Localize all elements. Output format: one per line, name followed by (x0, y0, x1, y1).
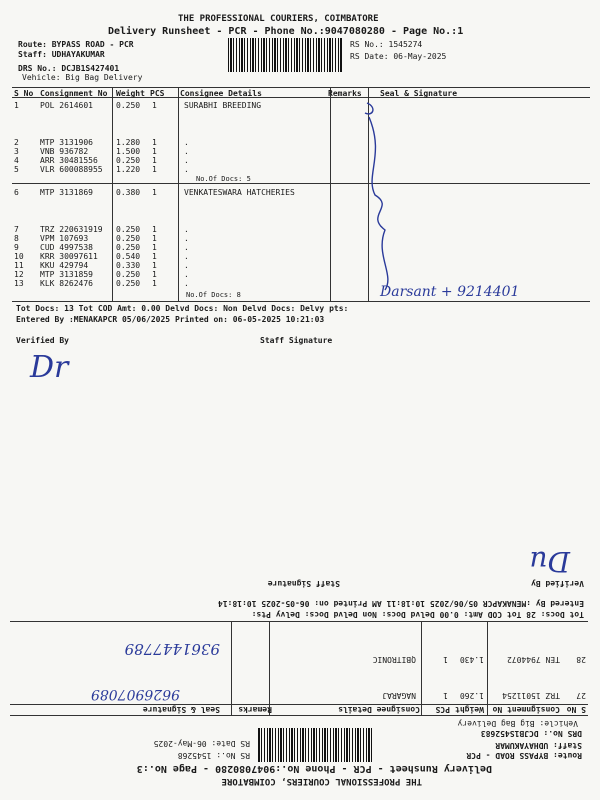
col-divider (269, 622, 270, 716)
staff-signature-label: Staff Signature (267, 579, 340, 588)
cell-weight: 0.250 (116, 234, 141, 243)
cell-pcs: 1 (443, 655, 448, 664)
cell-weight: 0.250 (116, 270, 141, 279)
cell-pcs: 1 (152, 138, 157, 147)
rs-number: RS No.: 1545268 (177, 751, 250, 760)
route-label: Route: BYPASS ROAD - PCR (18, 40, 134, 49)
rs-date: RS Date: 06-May-2025 (350, 52, 447, 61)
cell-details: . (184, 252, 189, 261)
cell-consignment: TRZ 15011254 (502, 691, 560, 700)
runsheet-title: Delivery Runsheet - PCR - Phone No.:9047080280 - Page No.:3 (136, 763, 492, 774)
cell-pcs: 1 (152, 165, 157, 174)
vehicle-label: Vehicle: Big Bag Delivery (22, 73, 143, 82)
cell-pcs: 1 (152, 101, 157, 110)
cell-consignment: TRZ 220631919 (40, 225, 103, 234)
barcode (228, 38, 343, 72)
runsheet-title: Delivery Runsheet - PCR - Phone No.:9047080280 - Page No.:1 (108, 26, 464, 37)
totals-line: Tot Docs: 28 Tot COD Amt: 0.00 Delvd Docs: Non Delvd Docs: Delvy Pts: (251, 610, 584, 619)
cell-weight: 0.250 (116, 101, 141, 110)
cell-details: . (184, 165, 189, 174)
verifier-initials: Dr (30, 350, 69, 385)
barcode (257, 728, 372, 762)
col-divider (112, 87, 113, 301)
totals-line: Tot Docs: 13 Tot COD Amt: 0.00 Delvd Docs: Non Delvd Docs: Delvy pts: (16, 304, 349, 313)
cell-details: . (184, 243, 189, 252)
staff-label: Staff: UDHAYAKUMAR (495, 741, 582, 750)
cell-sno: 13 (14, 279, 24, 288)
cell-details: QBITRONIC (372, 655, 416, 664)
cell-sno: 6 (14, 188, 19, 197)
staff-label: Staff: UDHAYAKUMAR (18, 50, 105, 59)
col-divider (421, 622, 422, 716)
col-divider (330, 87, 331, 301)
cell-details: . (184, 234, 189, 243)
signature-scribble (355, 95, 415, 295)
cell-consignment: MTP 3131906 (40, 138, 93, 147)
signature-text: Darsant + 9214401 (380, 284, 520, 300)
cell-pcs: 1 (152, 156, 157, 165)
cell-pcs: 1 (152, 279, 157, 288)
cell-details: . (184, 225, 189, 234)
cell-details: NAGARAJ (382, 691, 416, 700)
handwritten-phone: 9626907089 (90, 686, 180, 702)
header-remarks: Remarks (328, 89, 362, 98)
verified-by-label: Verified By (531, 579, 584, 588)
cell-consignment: VNB 936782 (40, 147, 89, 156)
staff-signature-label: Staff Signature (260, 336, 333, 345)
rs-number: RS No.: 1545274 (350, 40, 423, 49)
cell-sno: 9 (14, 243, 19, 252)
cell-weight: 0.540 (116, 252, 141, 261)
cell-weight: 0.250 (116, 243, 141, 252)
table-bottom-border (12, 301, 590, 302)
header-weight: Weight (455, 705, 484, 714)
cell-sno: 12 (14, 270, 24, 279)
header-seal: Seal & Signature (142, 705, 220, 714)
cell-consignment: MTP 3131859 (40, 270, 93, 279)
cell-consignment: VLR 600088955 (40, 165, 103, 174)
cell-pcs: 1 (152, 234, 157, 243)
header-details: Consignee Details (180, 89, 262, 98)
drs-number: DRS No.: DCJB1S427401 (18, 64, 120, 73)
col-divider (487, 622, 488, 716)
cell-details: . (184, 261, 189, 270)
header-pcs: PCS (150, 89, 165, 98)
cell-sno: 4 (14, 156, 19, 165)
cell-consignment: KRR 30097611 (40, 252, 98, 261)
docs-count: No.Of Docs: 8 (186, 291, 241, 299)
header-consignment: Consignment No (40, 89, 108, 98)
group-divider (12, 183, 590, 184)
cell-pcs: 1 (152, 243, 157, 252)
cell-sno: 10 (14, 252, 24, 261)
header-sno: S No (14, 89, 34, 98)
cell-weight: 0.250 (116, 156, 141, 165)
company-name: THE PROFESSIONAL COURIERS, COIMBATORE (178, 14, 379, 24)
cell-details: VENKATESWARA HATCHERIES (184, 188, 295, 197)
header-remarks: Remarks (238, 705, 272, 714)
cell-sno: 2 (14, 138, 19, 147)
cell-consignment: KLK 8262476 (40, 279, 93, 288)
cell-pcs: 1 (152, 225, 157, 234)
header-sno: S No (566, 705, 586, 714)
cell-consignment: TEN 7944072 (507, 655, 560, 664)
verified-by-label: Verified By (16, 336, 69, 345)
cell-sno: 7 (14, 225, 19, 234)
cell-weight: 1.220 (116, 165, 141, 174)
company-name: THE PROFESSIONAL COURIERS, COIMBATORE (221, 776, 422, 786)
cell-weight: 1.260 (459, 691, 484, 700)
header-details: Consignee Details (338, 705, 420, 714)
verifier-initials: Du (529, 545, 570, 578)
cell-weight: 0.330 (116, 261, 141, 270)
cell-details: . (184, 147, 189, 156)
handwritten-phone: 9361447789 (124, 640, 220, 658)
header-weight: Weight (116, 89, 145, 98)
cell-weight: 0.380 (116, 188, 141, 197)
cell-details: SURABHI BREEDING (184, 101, 262, 110)
cell-pcs: 1 (152, 261, 157, 270)
header-consignment: Consignment No (492, 705, 560, 714)
cell-weight: 1.280 (116, 138, 141, 147)
table-top-border (12, 87, 590, 88)
cell-weight: 0.250 (116, 225, 141, 234)
cell-sno: 1 (14, 101, 19, 110)
cell-pcs: 1 (152, 147, 157, 156)
cell-consignment: VPM 107693 (40, 234, 89, 243)
entered-by-line: Entered By :MENAKAPCR 05/06/2025 10:18:11 AM Printed on: 06-05-2025 10:18:14 (217, 599, 584, 608)
header-seal: Seal & Signature (380, 89, 458, 98)
cell-sno: 27 (576, 691, 586, 700)
header-pcs: PCS (435, 705, 450, 714)
cell-details: . (184, 279, 189, 288)
cell-pcs: 1 (152, 188, 157, 197)
cell-sno: 28 (576, 655, 586, 664)
table-top-border (10, 715, 588, 716)
drs-number: DRS No.: DCJB1S452683 (480, 729, 582, 738)
cell-sno: 8 (14, 234, 19, 243)
cell-details: . (184, 156, 189, 165)
cell-weight: 0.250 (116, 279, 141, 288)
cell-consignment: ARR 30481556 (40, 156, 98, 165)
cell-sno: 5 (14, 165, 19, 174)
cell-consignment: POL 2614601 (40, 101, 93, 110)
rotated-runsheet-page (0, 400, 600, 800)
cell-sno: 11 (14, 261, 24, 270)
cell-sno: 3 (14, 147, 19, 156)
route-label: Route: BYPASS ROAD - PCR (466, 751, 582, 760)
col-divider (231, 622, 232, 716)
cell-consignment: MTP 3131869 (40, 188, 93, 197)
cell-weight: 1.500 (116, 147, 141, 156)
cell-consignment: CUD 4997538 (40, 243, 93, 252)
col-divider (178, 87, 179, 301)
table-bottom-border (10, 621, 588, 622)
cell-pcs: 1 (443, 691, 448, 700)
entered-by-line: Entered By :MENAKAPCR 05/06/2025 Printed on: 06-05-2025 10:21:03 (16, 315, 325, 324)
cell-details: . (184, 270, 189, 279)
cell-details: . (184, 138, 189, 147)
cell-pcs: 1 (152, 252, 157, 261)
docs-count: No.Of Docs: 5 (196, 175, 251, 183)
cell-consignment: KKU 429794 (40, 261, 89, 270)
vehicle-label: Vehicle: Big Bag Delivery (457, 719, 578, 728)
cell-pcs: 1 (152, 270, 157, 279)
rs-date: RS Date: 06-May-2025 (153, 739, 250, 748)
cell-weight: 1.430 (459, 655, 484, 664)
